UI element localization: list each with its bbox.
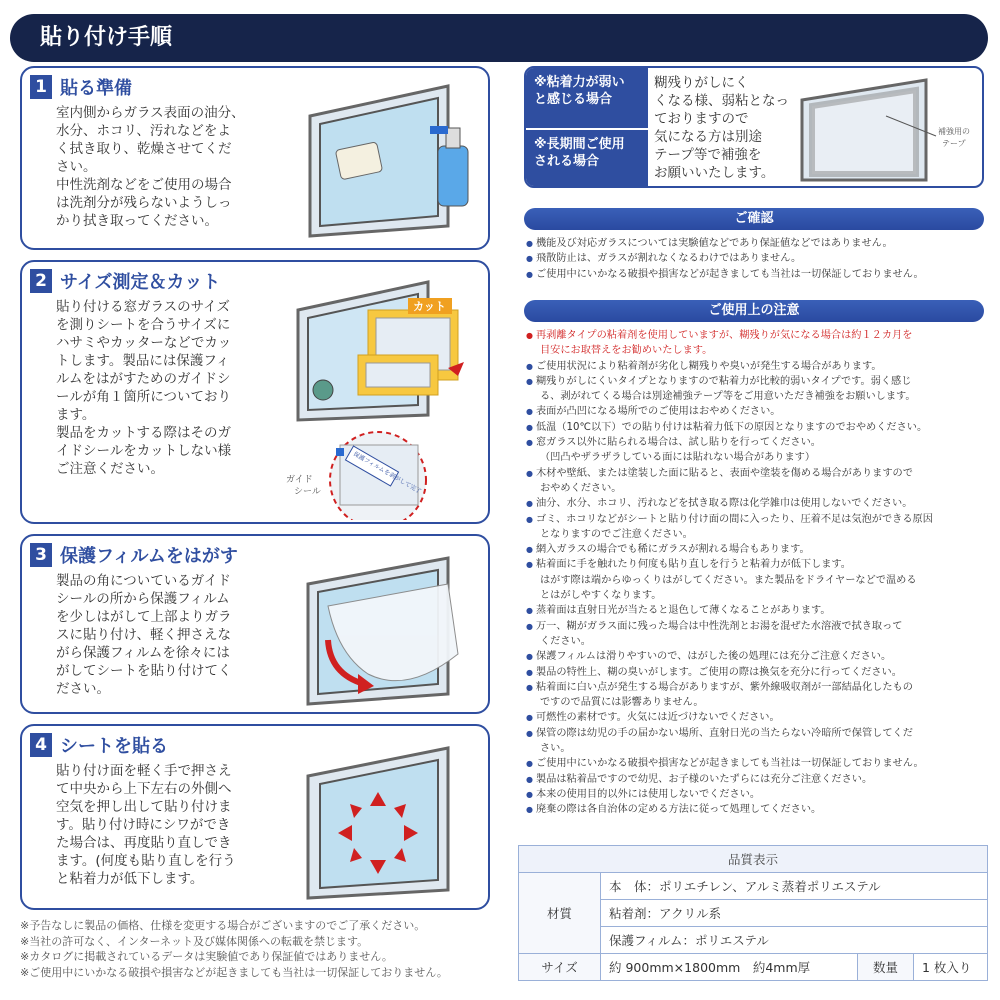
caution-item: ですので品質には影響ありません。 [540,697,704,709]
caution-item: ● 蒸着面は直射日光が当たると退色して薄くなることがあります。 [526,603,986,618]
caution-item: となりますのでご注意ください。 [540,528,693,540]
note-line: ておりますので [654,111,749,127]
step-number: 4 [30,733,52,757]
adhesion-note-text [654,74,794,182]
caution-item: ● 可燃性の素材です。火気には近づけないでください。 [526,710,986,725]
caution-item: ● ゴミ、ホコリなどがシートと貼り付け面の間に入ったり、圧着不足は気泡ができる原因 [526,512,986,527]
caution-item: （凹凸やザラザラしている面には貼れない場合があります） [540,452,816,464]
caution-item: ● 糊残りがしにくいタイプとなりますので粘着力が比較的弱いタイプです。弱く感じ [526,374,986,389]
caution-item: さい。 [540,743,571,755]
caution-item: ● 油分、水分、ホコリ、汚れなどを拭き取る際は化学雑巾は使用しないでください。 [526,496,986,511]
window-cleaning-illustration [298,76,478,244]
caution-item: ください。 [540,635,591,647]
caution-item: ● 表面が凸凹になる場所でのご使用はおやめください。 [526,404,986,419]
step-1-head [30,74,132,100]
material-row: 保護フィルム：ポリエステル [601,927,988,954]
note-line: テープ等で補強を [654,147,762,163]
cut-tag [408,298,452,314]
step-text-line: 貼り付け面を軽く手で押さえ [56,763,232,779]
step-text-line: 室内側からガラス表面の油分、 [56,105,245,121]
caution-item: ● 粘着面に白い点が発生する場合がありますが、紫外線吸収剤が一部結晶化したもの [526,680,986,695]
step-text-line: ださい。 [56,681,110,697]
confirm-item: ● 飛散防止は、ガラスが割れなくなるわけではありません。 [526,251,986,266]
caution-section-title: ご使用上の注意 [524,300,984,322]
step-number: 2 [30,269,52,293]
caution-item: ● 窓ガラス以外に貼られる場合は、試し貼りを行ってください。 [526,435,986,450]
caution-item: ● 木材や壁紙、または塗装した面に貼ると、表面や塗装を傷める場合がありますので [526,466,986,481]
footnote: ※当社の許可なく、インターネット及び媒体関係への転載を禁じます。 [20,934,369,948]
footnote: ※カタログに掲載されているデータは実験値であり保証値ではありません。 [20,950,393,963]
caution-item: ● ご使用状況により粘着剤が劣化し糊残りや臭いが発生する場合があります。 [526,359,986,374]
step-text-line: を少しはがして上部よりガラ [56,609,232,625]
quality-table [518,845,988,981]
note-line: 糊残りがしにく [654,75,749,91]
caution-list [526,328,986,818]
tape-roll-icon [313,380,333,400]
step-text-line: て中央から上下左右の外側へ [56,781,232,797]
long-term-use-label: ※長期間ご使用 される場合 [526,130,648,188]
weak-adhesion-label: ※粘着力が弱い と感じる場合 [526,68,648,128]
confirm-section-title: ご確認 [524,208,984,230]
step-2-panel [20,260,490,524]
footnote: ※予告なしに製品の価格、仕様を変更する場合がございますのでご了承ください。 [20,919,426,932]
material-label: 材質 [519,873,601,954]
step-text-line: かり拭き取ってください。 [56,213,218,229]
cut-tag-label: カット [413,300,446,313]
step-text-line: と粘着力が低下します。 [56,871,204,887]
page-header [10,14,988,62]
step-3-panel [20,534,490,714]
step-title: 貼る準備 [60,78,132,99]
tape-callout-2: テープ [942,139,966,148]
material-row: 本 体：ポリエチレン、アルミ蒸着ポリエステル [601,873,988,900]
tape-callout-1: 補強用の [938,127,970,136]
step-title: 保護フィルムをはがす [60,546,238,567]
caution-item: る、剥がれてくる場合は別途補強テープ等をご用意いただき補強をお願いします。 [540,391,916,403]
size-label: サイズ [519,954,601,981]
guide-seal-label: ガイド [286,475,313,485]
quantity-label: 数量 [858,954,914,981]
confirm-list [526,236,986,282]
step-text-line: さい。 [56,159,97,175]
page-title: 貼り付け手順 [40,25,173,50]
caution-item: はがす際は端からゆっくりはがしてください。また製品をドライヤーなどで温める [540,574,917,586]
step-text-line: く拭き取り、乾燥させてくだ [56,141,232,157]
size-value: 約 900mm×1800mm 約4mm厚 [601,954,858,981]
step-text-line: ご注意ください。 [56,461,164,477]
caution-item: ● 保管の際は幼児の手の届かない場所、直射日光の当たらない冷暗所で保管してくだ [526,726,986,741]
step-2-body [56,298,281,478]
step-text-line: がら保護フィルムを徐々には [56,645,230,661]
caution-item: ● 製品は粘着品ですので幼児、お子様のいたずらには充分ご注意ください。 [526,772,986,787]
caution-item: おやめください。 [540,482,622,494]
step-3-body [56,572,281,698]
caution-item: ● 網入ガラスの場合でも稀にガラスが割れる場合もあります。 [526,542,986,557]
step-4-body [56,762,281,888]
caution-item: ● 低温（10℃以下）での貼り付けは粘着力低下の原因となりますのでおやめください。 [526,420,986,435]
caution-item: ● 万一、糊がガラス面に残った場合は中性洗剤とお湯を混ぜた水溶液で拭き取って [526,619,986,634]
caution-item: とはがしやすくなります。 [540,590,662,602]
caution-item: ● 廃棄の際は各自治体の定める方法に従って処理してください。 [526,802,986,817]
window-cut-illustration [278,270,478,520]
note-line: 気になる方は別途 [654,129,762,145]
step-text-line: ハサミやカッターなどでカッ [56,335,232,351]
guide-seal-label-2: シール [294,487,321,497]
caution-item: ● ご使用中にいかなる破損や損害などが起きましても当社は一切保証しておりません。 [526,756,986,771]
caution-item: 目安にお取替えをお勧めいたします。 [540,345,713,357]
step-4-panel [20,724,490,910]
step-text-line: 製品の角についているガイド [56,573,231,589]
caution-item: ● 再剥離タイプの粘着剤を使用していますが、糊残りが気になる場合は約１２カ月を [526,328,986,343]
caution-item: ● 本来の使用目的以外には使用しないでください。 [526,787,986,802]
material-row: 粘着剤：アクリル系 [601,900,988,927]
quality-title: 品質表示 [519,846,988,873]
step-text-line: を測りシートを合うサイズに [56,317,231,333]
adhesion-note-box [524,66,984,188]
step-title: サイズ測定＆カット [60,272,221,293]
step-2-head [30,268,220,294]
step-text-line: 中性洗剤などをご使用の場合 [56,177,232,193]
footnote: ※ご使用中にいかなる破損や損害などが起きましても当社は一切保証しておりません。 [20,965,448,979]
confirm-item: ● ご使用中にいかなる破損や損害などが起きましても当社は一切保証しておりません。 [526,267,986,282]
step-text-line: シールの所から保護フィルム [56,591,230,607]
step-text-line: スに貼り付け、軽く押さえな [56,627,231,643]
step-text-line: ます。 [56,407,96,423]
step-text-line: た場合は、再度貼り直しでき [56,835,232,851]
step-title: シートを貼る [60,736,168,757]
step-text-line: ルムをはがすためのガイドシ [56,371,231,387]
peel-film-illustration [298,544,478,708]
step-text-line: 水分、ホコリ、汚れなどをよ [56,123,231,139]
footnotes [20,918,500,980]
step-4-head [30,732,168,758]
quantity-value: 1 枚入り [914,954,988,981]
step-text-line: ールが角１箇所についており [56,389,231,405]
step-text-line: がしてシートを貼り付けてく [56,663,232,679]
note-line: お願いいたします。 [654,165,775,181]
step-number: 1 [30,75,52,99]
press-sheet-illustration [298,734,478,904]
step-text-line: す。貼り付け時にシワができ [56,817,231,833]
step-text-line: 貼り付ける窓ガラスのサイズ [56,299,231,315]
reinforcing-tape-illustration [796,76,980,184]
step-number: 3 [30,543,52,567]
caution-item: ● 保護フィルムは滑りやすいので、はがした後の処理には充分ご注意ください。 [526,649,986,664]
caution-item: ● 粘着面に手を触れたり何度も貼り直しを行うと粘着力が低下します。 [526,557,986,572]
guide-sticker-text: 保護フィルムを剥がして完了 [351,450,423,496]
step-text-line: 空気を押し出して貼り付けま [56,799,232,815]
step-1-panel [20,66,490,250]
step-text-line: イドシールをカットしない様 [56,443,232,459]
step-1-body [56,104,281,230]
step-text-line: は洗剤分が残らないようしっ [56,195,232,211]
step-text-line: ます。(何度も貼り直しを行う [56,853,236,869]
step-text-line: トします。製品には保護フィ [56,353,230,369]
step-text-line: 製品をカットする際はそのガ [56,425,231,441]
caution-item: ● 製品の特性上、糊の臭いがします。ご使用の際は換気を充分に行ってください。 [526,665,986,680]
confirm-item: ● 機能及び対応ガラスについては実験値などであり保証値などではありません。 [526,236,986,251]
step-3-head [30,542,238,568]
note-line: くなる様、弱粘となっ [654,93,789,109]
